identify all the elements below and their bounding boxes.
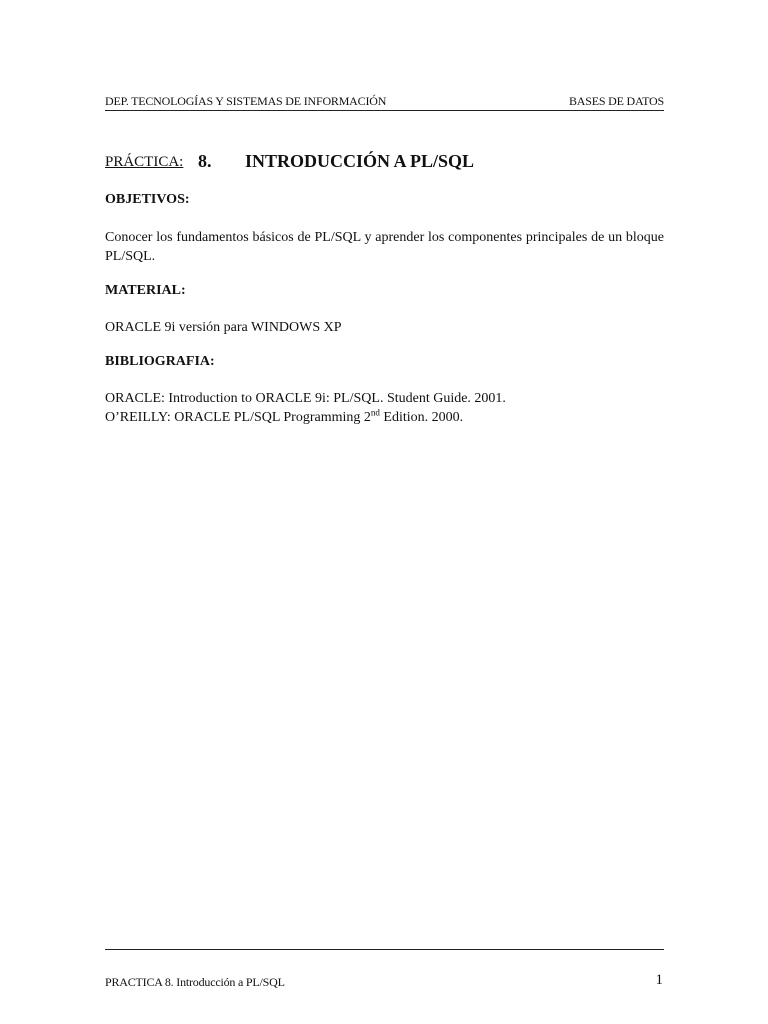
- practice-title: [105, 151, 665, 177]
- practice-number: 8.: [198, 151, 212, 171]
- header-course: BASES DE DATOS: [569, 94, 664, 108]
- header-department: DEP. TECNOLOGÍAS Y SISTEMAS DE INFORMACIÓN: [105, 94, 387, 108]
- bibliography-heading: BIBLIOGRAFIA:: [105, 354, 215, 369]
- objectives-heading: OBJETIVOS:: [105, 192, 190, 207]
- footer-title: PRACTICA 8. Introducción a PL/SQL: [105, 975, 285, 989]
- bibliography-entry-1: ORACLE: Introduction to ORACLE 9i: PL/SQL. Student Guide. 2001.: [105, 391, 506, 406]
- bibliography-entry-2: [105, 408, 664, 427]
- material-text: ORACLE 9i versión para WINDOWS XP: [105, 320, 342, 335]
- practice-label: PRÁCTICA:: [105, 154, 184, 170]
- bibliography-entry-2-main: O’REILLY: ORACLE PL/SQL Programming 2: [105, 410, 371, 425]
- page-number: 1: [655, 972, 663, 988]
- page-header: [105, 92, 664, 111]
- material-heading: MATERIAL:: [105, 283, 186, 298]
- bibliography-entry-2-tail: Edition. 2000.: [379, 410, 464, 425]
- bibliography-entry-2-ordinal: nd: [370, 407, 380, 418]
- objectives-text: Conocer los fundamentos básicos de PL/SQL y aprender los componentes principales de un bloque PL/SQL.: [105, 230, 664, 264]
- practice-title-text: INTRODUCCIÓN A PL/SQL: [245, 151, 475, 171]
- footer-divider: [105, 949, 664, 950]
